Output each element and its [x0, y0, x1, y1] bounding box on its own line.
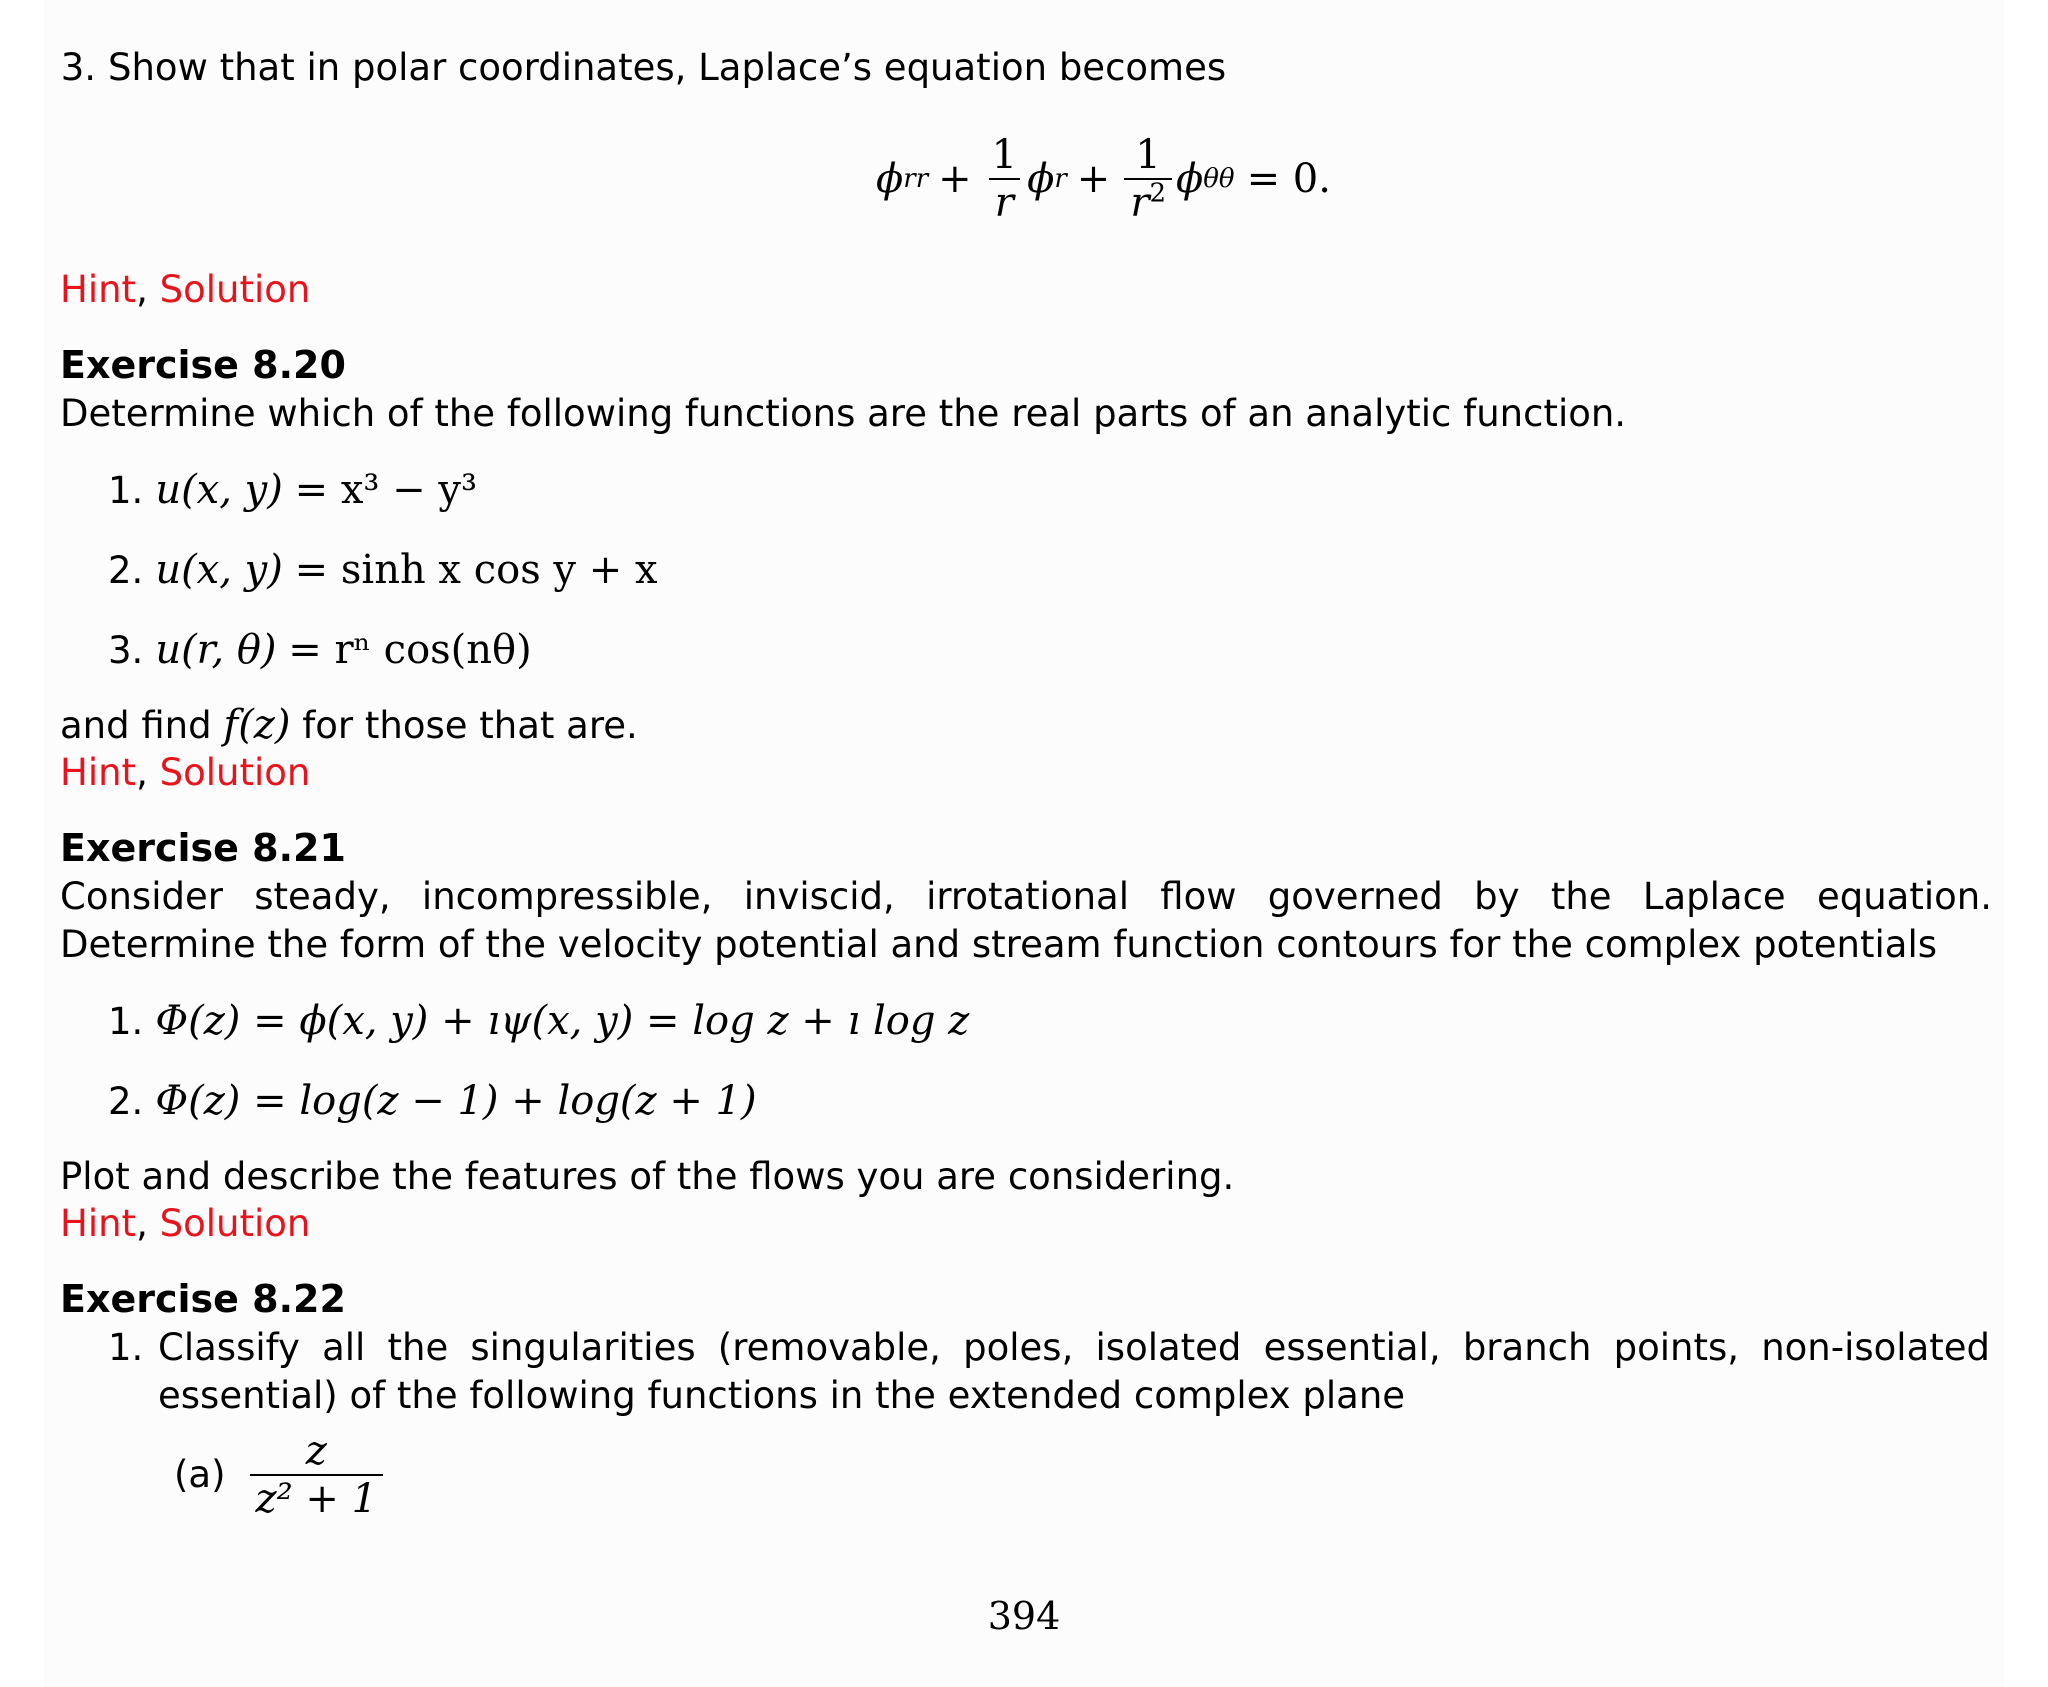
phi-symbol: ϕ: [1175, 156, 1204, 202]
solution-link[interactable]: Solution: [159, 268, 311, 311]
math-expression: Φ(z) = log(z − 1) + log(z + 1): [155, 1078, 757, 1124]
links-row: [60, 1200, 1990, 1248]
equals-zero: = 0.: [1246, 156, 1331, 202]
list-item: [108, 1077, 757, 1126]
phi-symbol: ϕ: [1027, 156, 1055, 202]
item-number: 3.: [108, 629, 144, 672]
links-row: [60, 749, 1990, 797]
denominator: [1124, 178, 1172, 226]
exercise-heading: Exercise 8.21: [60, 826, 346, 870]
math-rhs: = x³ − y³: [294, 467, 478, 513]
exercise-outro: [60, 701, 1990, 750]
separator: ,: [136, 1202, 148, 1245]
exercise-item-3: [48, 44, 1978, 92]
numerator: 1: [991, 132, 1018, 178]
item-number: 1.: [108, 469, 144, 512]
plus-sign: +: [938, 156, 972, 202]
sub-item-a: [174, 1428, 387, 1522]
text: for those that are.: [302, 704, 638, 747]
fraction-1-over-r: [986, 132, 1023, 226]
text: and find: [60, 704, 212, 747]
item-text: Show that in polar coordinates, Laplace’s equation becomes: [108, 46, 1227, 89]
exercise-outro: Plot and describe the features of the flows you are considering.: [60, 1155, 1235, 1198]
solution-link[interactable]: Solution: [159, 751, 311, 794]
item-number: 1.: [108, 1326, 144, 1369]
links-row: [60, 266, 1990, 314]
item-number: 2.: [108, 549, 144, 592]
numerator: z: [305, 1428, 327, 1474]
fraction-1-over-r-squared: [1124, 132, 1172, 226]
hint-link[interactable]: Hint: [60, 1202, 137, 1245]
numerator: 1: [1135, 132, 1161, 178]
laplace-polar-equation: ϕ rr + $\frac{1}{r}$ ϕ r + $\frac{1}{r^2}$ ϕ θθ = 0.: [876, 132, 1331, 226]
list-item: [108, 997, 969, 1046]
math-expression: Φ(z) = ϕ(x, y) + ıψ(x, y) = log z + ı log z: [155, 998, 970, 1044]
hint-link[interactable]: Hint: [60, 268, 137, 311]
sub-item-label: (a): [174, 1453, 226, 1496]
list-item: [108, 626, 532, 675]
item-number: 2.: [108, 1080, 144, 1123]
item-text: Classify all the singularities (removable, poles, isolated essential, branch points, non-isolated essential) of the following functions in the extended complex plane: [158, 1326, 1990, 1417]
list-item: [108, 466, 477, 515]
phi-symbol: ϕ: [876, 156, 904, 202]
separator: ,: [136, 751, 148, 794]
math-lhs: u(x, y): [155, 467, 283, 513]
page-number: 394: [987, 1594, 1061, 1638]
item-number: 3.: [60, 46, 96, 89]
math-lhs: u(r, θ): [155, 627, 277, 673]
plus-sign: +: [1076, 156, 1111, 202]
denominator-base: r: [1130, 180, 1150, 226]
separator: ,: [136, 268, 148, 311]
math-lhs: u(x, y): [155, 547, 283, 593]
fraction-z-over-z2-plus-1: [250, 1428, 384, 1522]
denominator: r: [989, 178, 1020, 226]
exercise-heading: Exercise 8.22: [60, 1277, 346, 1321]
math-fz: f(z): [223, 702, 291, 748]
exercise-intro: Consider steady, incompressible, inviscid, irrotational flow governed by the Laplace equation. Determine the form of the velocity potential and stream function contours for the complex potentials: [60, 875, 1992, 966]
list-item: [108, 546, 658, 595]
exponent: 2: [1149, 178, 1166, 209]
exercise-item-1: [108, 1324, 1990, 1420]
item-number: 1.: [108, 1000, 144, 1043]
exercise-heading: Exercise 8.20: [60, 343, 346, 387]
math-rhs: = sinh x cos y + x: [294, 547, 658, 593]
solution-link[interactable]: Solution: [159, 1202, 311, 1245]
exercise-intro: Determine which of the following functions are the real parts of an analytic function.: [60, 392, 1627, 435]
hint-link[interactable]: Hint: [60, 751, 137, 794]
denominator: z² + 1: [250, 1474, 384, 1522]
math-rhs: = rⁿ cos(nθ): [288, 627, 532, 673]
